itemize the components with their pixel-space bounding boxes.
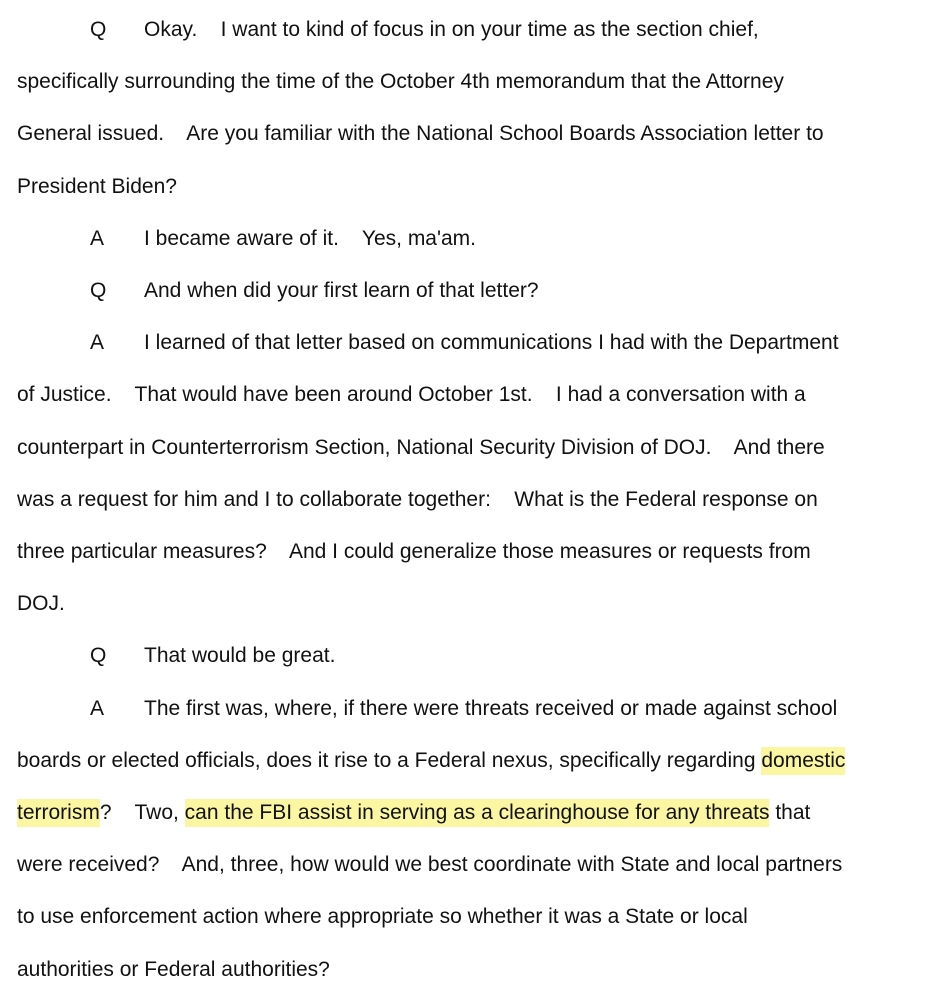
line-text: that bbox=[769, 801, 811, 824]
line-text: DOJ. bbox=[17, 592, 65, 616]
line-text: authorities or Federal authorities? bbox=[17, 957, 330, 981]
transcript-line bbox=[144, 330, 839, 356]
speaker-label: A bbox=[90, 226, 105, 250]
transcript-line bbox=[17, 800, 810, 826]
highlighted-text: terrorism bbox=[17, 799, 100, 827]
transcript-line bbox=[17, 957, 330, 983]
line-text: The first was, where, if there were threats received or made against school bbox=[144, 696, 838, 720]
transcript-line bbox=[144, 643, 335, 669]
transcript-line bbox=[17, 904, 748, 930]
speaker-label: A bbox=[90, 331, 105, 355]
transcript-line bbox=[17, 748, 845, 774]
transcript-line bbox=[17, 69, 784, 95]
transcript-line bbox=[144, 696, 837, 722]
line-text: President Biden? bbox=[17, 174, 177, 198]
speaker-label: A bbox=[90, 696, 105, 720]
line-text: boards or elected officials, does it rise to a Federal nexus, specifically regarding bbox=[17, 748, 762, 772]
transcript-line bbox=[17, 382, 806, 408]
speaker-label: Q bbox=[90, 18, 107, 41]
line-text: were received? And, three, how would we best coordinate with State and local partners bbox=[17, 853, 843, 877]
transcript-line bbox=[144, 278, 539, 304]
transcript-line bbox=[17, 852, 842, 878]
line-text: three particular measures? And I could generalize those measures or requests from bbox=[17, 540, 811, 563]
line-text: specifically surrounding the time of the October 4th memorandum that the Attorney bbox=[17, 70, 784, 94]
line-text: Okay. I want to kind of focus in on your time as the section chief, bbox=[144, 18, 759, 41]
speaker-label: Q bbox=[90, 644, 107, 668]
transcript-line bbox=[17, 591, 65, 617]
transcript-line bbox=[17, 539, 811, 565]
line-text: General issued. Are you familiar with the National School Boards Association letter to bbox=[17, 122, 824, 146]
highlighted-text: domestic bbox=[761, 747, 845, 775]
line-text: of Justice. That would have been around October 1st. I had a conversation with a bbox=[17, 383, 806, 407]
transcript-line bbox=[17, 435, 825, 461]
transcript-line bbox=[17, 487, 818, 513]
line-text: I learned of that letter based on communications I had with the Department bbox=[144, 331, 839, 355]
line-text: ? Two, bbox=[99, 801, 185, 824]
transcript-line bbox=[17, 174, 177, 200]
transcript-line bbox=[17, 121, 824, 147]
transcript-line bbox=[144, 17, 759, 43]
line-text: And when did your first learn of that letter? bbox=[144, 279, 539, 302]
line-text: That would be great. bbox=[144, 644, 336, 668]
highlighted-text: can the FBI assist in serving as a clearinghouse for any threats bbox=[185, 799, 770, 827]
transcript-line bbox=[144, 226, 476, 252]
line-text: I became aware of it. Yes, ma'am. bbox=[144, 226, 477, 250]
line-text: was a request for him and I to collaborate together: What is the Federal response on bbox=[17, 487, 818, 511]
speaker-label: Q bbox=[90, 279, 107, 302]
line-text: to use enforcement action where appropriate so whether it was a State or local bbox=[17, 905, 748, 929]
line-text: counterpart in Counterterrorism Section, National Security Division of DOJ. And there bbox=[17, 435, 825, 459]
